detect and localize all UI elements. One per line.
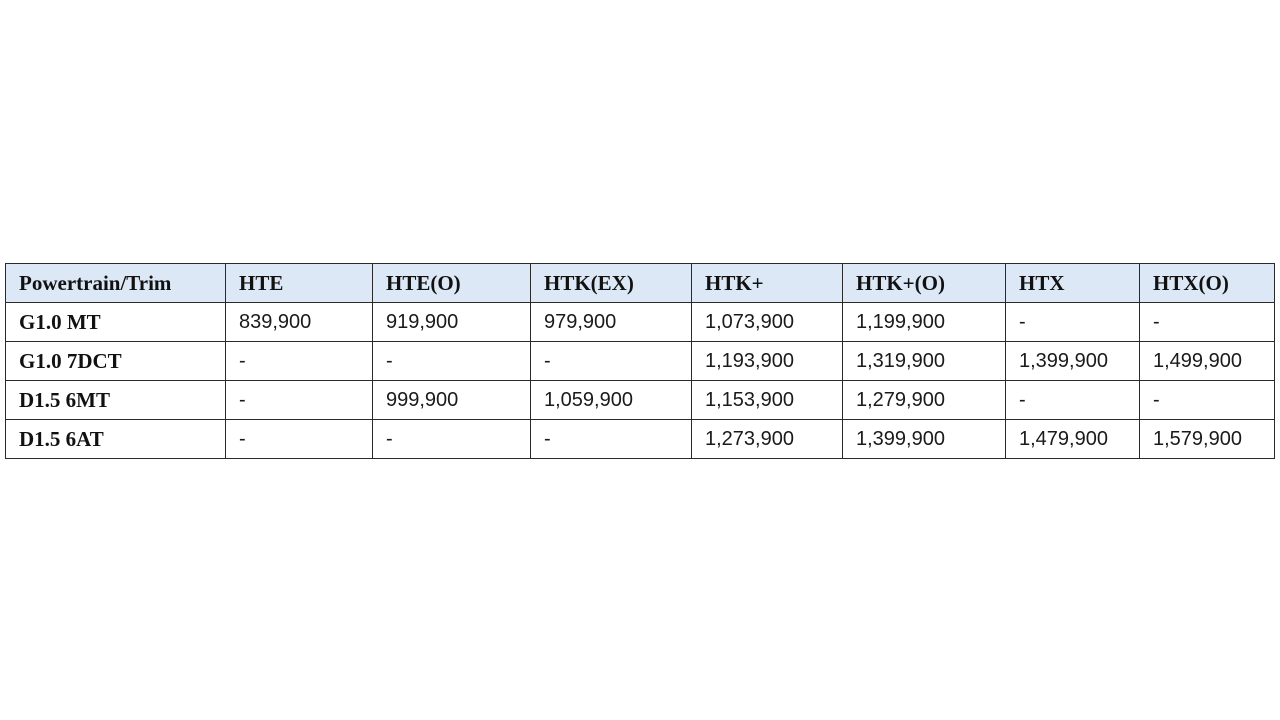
price-cell: 839,900 — [226, 303, 373, 342]
price-cell: 1,399,900 — [843, 420, 1006, 459]
price-cell: - — [373, 420, 531, 459]
price-cell: 1,499,900 — [1140, 342, 1275, 381]
row-label: D1.5 6AT — [6, 420, 226, 459]
price-cell: 1,319,900 — [843, 342, 1006, 381]
header-row — [6, 264, 1275, 303]
header-cell-hte-o: HTE(O) — [373, 264, 531, 303]
price-cell: 919,900 — [373, 303, 531, 342]
table-body — [6, 303, 1275, 459]
row-label: G1.0 7DCT — [6, 342, 226, 381]
price-cell: 1,279,900 — [843, 381, 1006, 420]
price-cell: - — [373, 342, 531, 381]
header-cell-htk-plus: HTK+ — [692, 264, 843, 303]
header-cell-htk-plus-o: HTK+(O) — [843, 264, 1006, 303]
price-cell: - — [1140, 303, 1275, 342]
table-row — [6, 381, 1275, 420]
price-cell: - — [1006, 303, 1140, 342]
price-cell: - — [531, 342, 692, 381]
header-cell-htx: HTX — [1006, 264, 1140, 303]
price-cell: 979,900 — [531, 303, 692, 342]
price-cell: 1,153,900 — [692, 381, 843, 420]
price-cell: - — [1006, 381, 1140, 420]
price-cell: 999,900 — [373, 381, 531, 420]
price-cell: 1,073,900 — [692, 303, 843, 342]
price-cell: 1,193,900 — [692, 342, 843, 381]
price-cell: 1,273,900 — [692, 420, 843, 459]
table-header — [6, 264, 1275, 303]
price-table — [5, 263, 1275, 459]
price-cell: - — [226, 381, 373, 420]
table-row — [6, 420, 1275, 459]
table-row — [6, 303, 1275, 342]
row-label: G1.0 MT — [6, 303, 226, 342]
price-cell: 1,479,900 — [1006, 420, 1140, 459]
price-cell: - — [226, 420, 373, 459]
price-cell: - — [226, 342, 373, 381]
header-cell-htx-o: HTX(O) — [1140, 264, 1275, 303]
header-cell-powertrain-trim: Powertrain/Trim — [6, 264, 226, 303]
price-cell: 1,059,900 — [531, 381, 692, 420]
table-row — [6, 342, 1275, 381]
price-cell: - — [531, 420, 692, 459]
header-cell-hte: HTE — [226, 264, 373, 303]
row-label: D1.5 6MT — [6, 381, 226, 420]
header-cell-htk-ex: HTK(EX) — [531, 264, 692, 303]
price-cell: - — [1140, 381, 1275, 420]
price-cell: 1,399,900 — [1006, 342, 1140, 381]
price-cell: 1,199,900 — [843, 303, 1006, 342]
price-cell: 1,579,900 — [1140, 420, 1275, 459]
